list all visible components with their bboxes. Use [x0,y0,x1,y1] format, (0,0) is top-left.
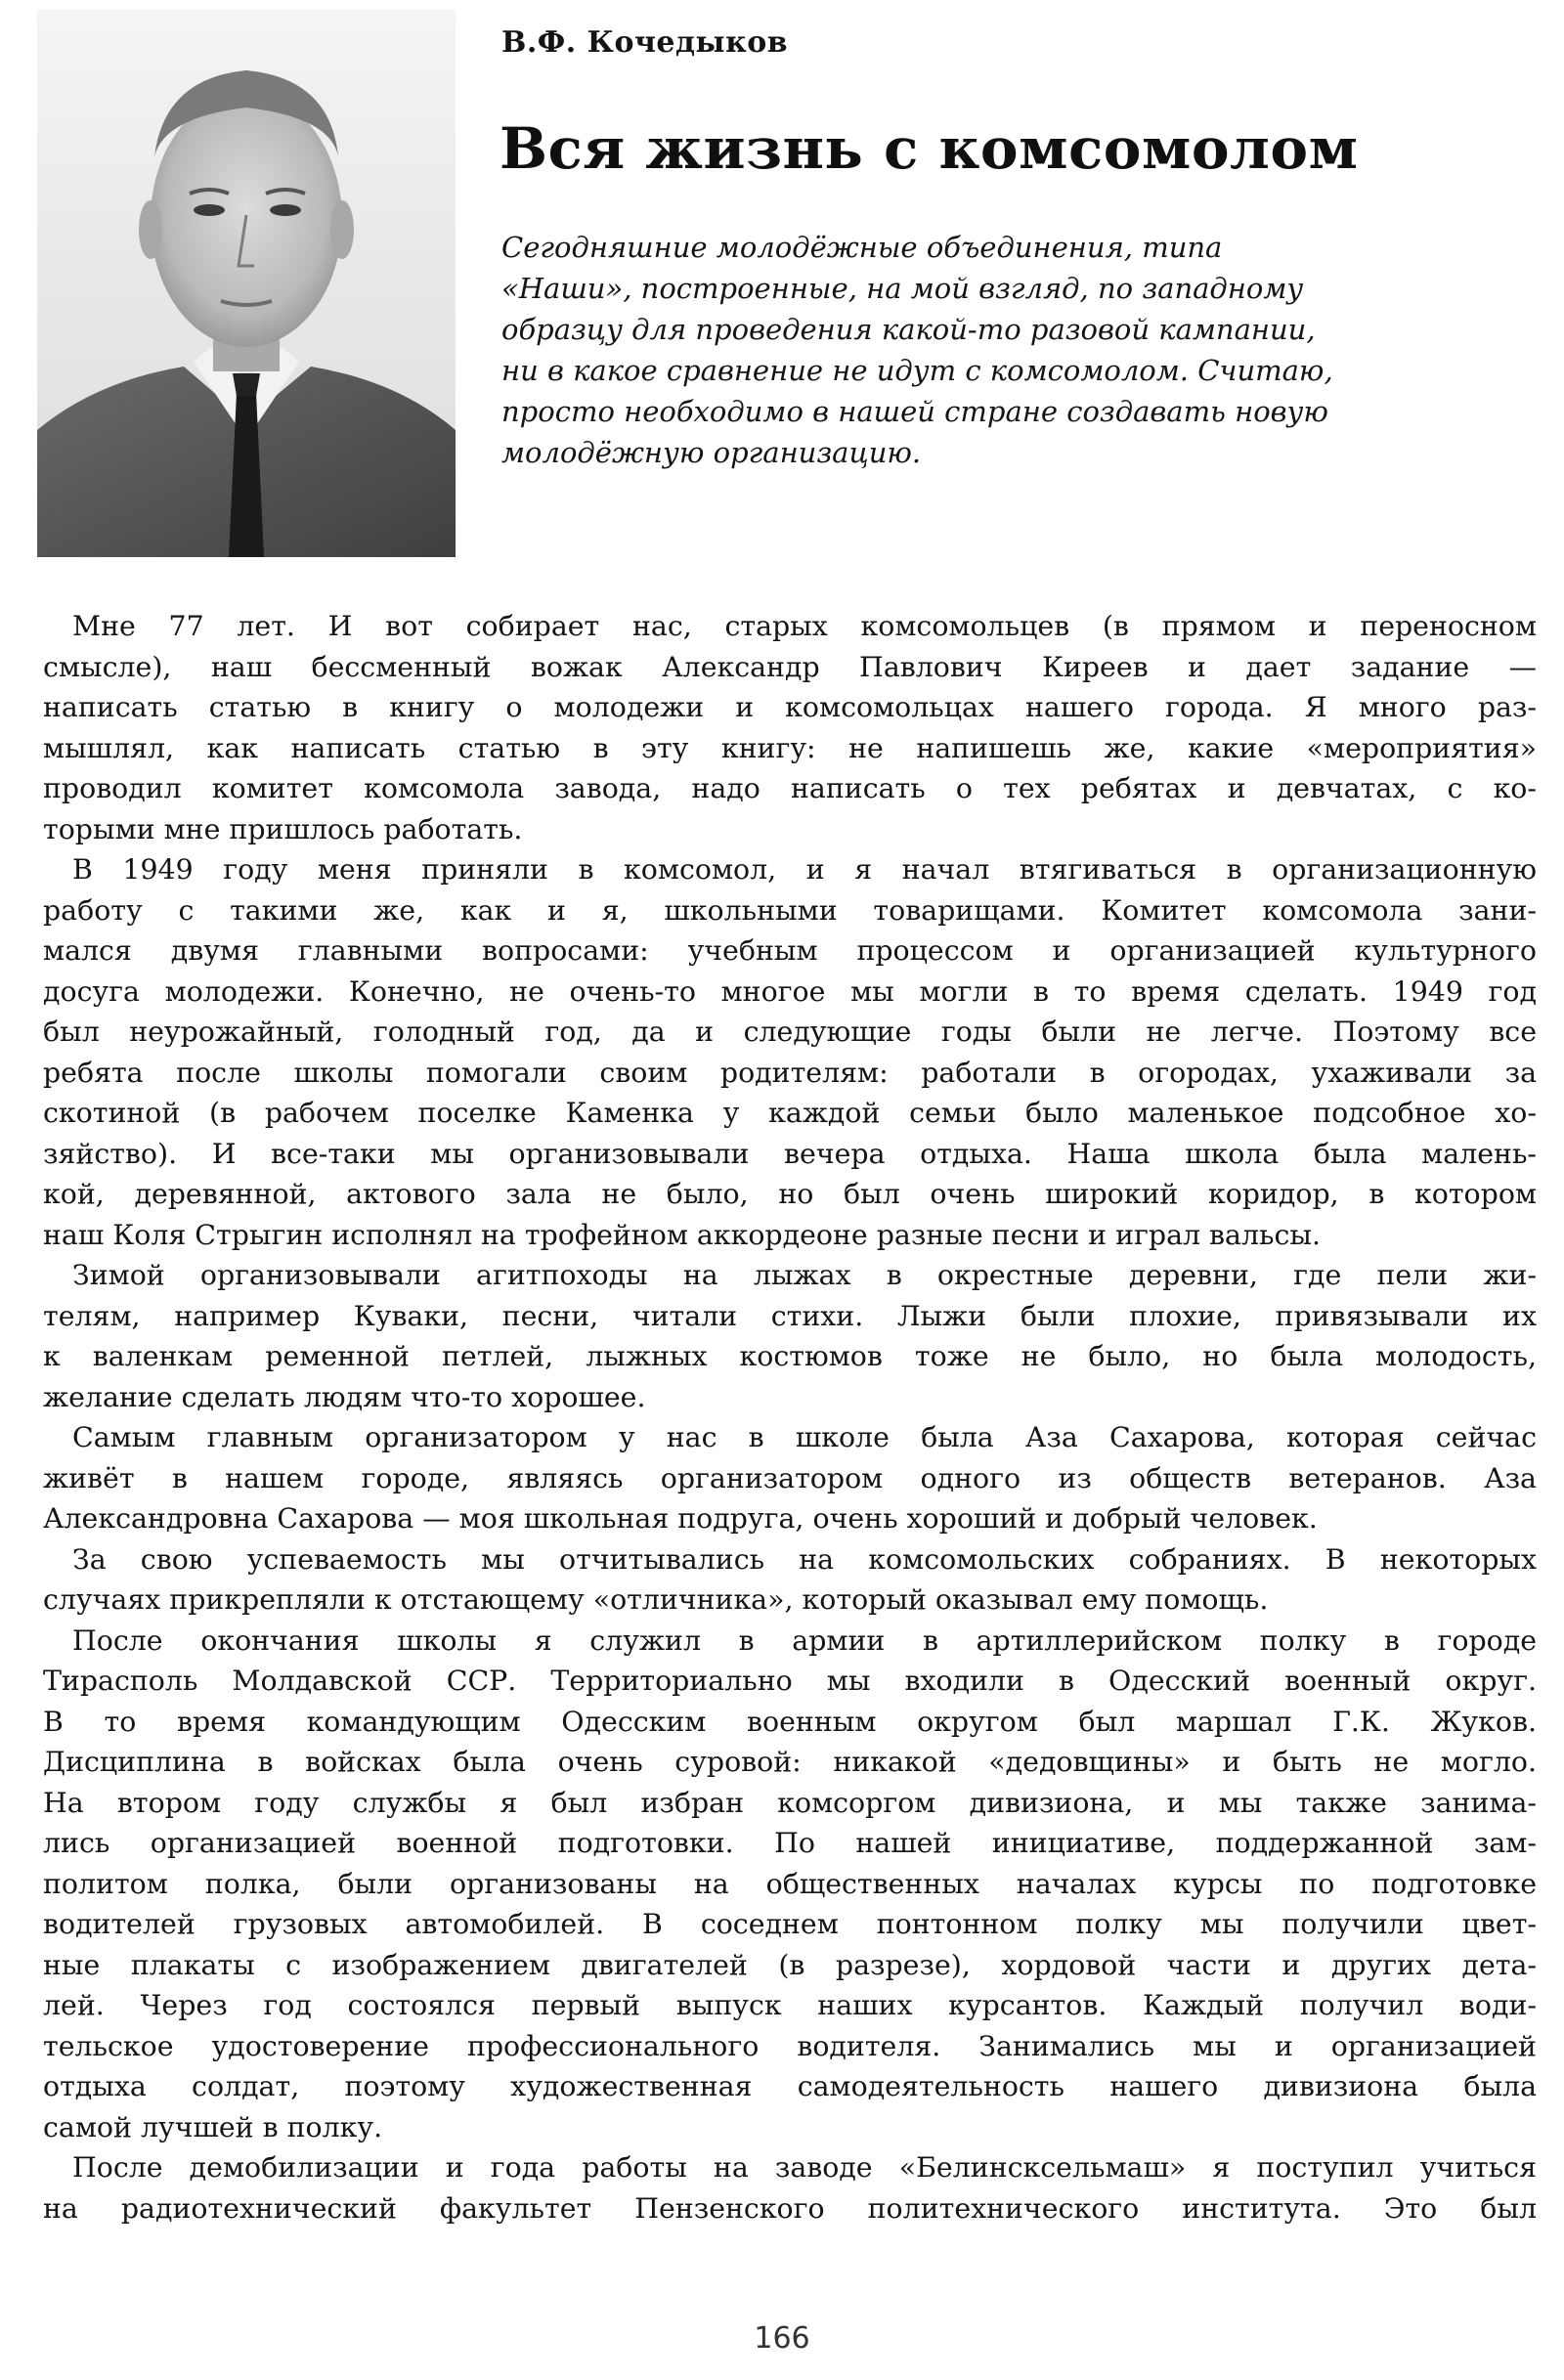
epigraph-line: ни в какое сравнение не идут с комсомолом. Считаю, [501,354,1333,387]
text-line: желание сделать людям что-то хорошее. [43,1380,646,1413]
text-line: досуга молодежи. Конечно, не очень-то многое мы могли в то время сделать. 1949 год [43,974,1537,1008]
text-line: на радиотехнический факультет Пензенского политехнического института. Это был [43,2191,1537,2225]
epigraph-line: образцу для проведения какой-то разовой кампании, [501,313,1316,346]
text-line: Тирасполь Молдавской ССР. Территориально мы входили в Одесский военный округ. [43,1665,1537,1697]
paragraph [43,2147,1537,2229]
page-number: 166 [754,2321,810,2356]
text-line: к валенкам ременной петлей, лыжных костюмов тоже не было, но была молодость, [43,1340,1537,1372]
text-line: телям, например Куваки, песни, читали стихи. Лыжи были плохие, привязывали их [43,1299,1537,1332]
article-title: Вся жизнь с комсомолом [500,115,1359,182]
text-line: торыми мне пришлось работать. [43,812,523,845]
text-line: самой лучшей в полку. [43,2110,383,2143]
portrait-photo-icon [37,10,456,557]
text-line: тельское удостоверение профессионального водителя. Занимались мы и организацией [43,2029,1537,2062]
text-line: наш Коля Стрыгин исполнял на трофейном аккордеоне разные песни и играл вальсы. [43,1218,1321,1251]
text-line: живёт в нашем городе, являясь организатором одного из обществ ветеранов. Аза [43,1461,1537,1494]
text-line: Мне 77 лет. И вот собирает нас, старых комсомольцев (в прямом и переносном [72,610,1537,642]
author-portrait [37,10,456,557]
text-line: ные плакаты с изображением двигателей (в разрезе), хордовой части и других дета- [43,1948,1537,1981]
text-line: В 1949 году меня приняли в комсомол, и я начал втягиваться в организационную [72,853,1537,886]
paragraph [43,1539,1537,1621]
epigraph-line: молодёжную организацию. [501,436,922,469]
text-line: написать статью в книгу о молодежи и комсомольцах нашего города. Я много раз- [43,691,1537,723]
text-line: В то время командующим Одесским военным округом был маршал Г.К. Жуков. [43,1705,1537,1738]
text-line: Зимой организовывали агитпоходы на лыжах в окрестные деревни, где пели жи- [72,1259,1537,1291]
text-line: смысле), наш бессменный вожак Александр Павлович Киреев и дает задание — [43,650,1537,683]
text-line: кой, деревянной, актового зала не было, но был очень широкий коридор, в котором [43,1178,1537,1210]
text-line: политом полка, были организованы на общественных началах курсы по подготовке [43,1867,1537,1900]
text-line: На втором году службы я был избран комсоргом дивизиона, и мы также занима- [43,1786,1537,1819]
text-line: После демобилизации и года работы на заводе «Белинсксельмаш» я поступил учиться [72,2151,1537,2184]
text-line: После окончания школы я служил в армии в артиллерийском полку в городе [72,1623,1537,1657]
epigraph [501,227,1508,473]
text-line: зяйство). И все-таки мы организовывали вечера отдыха. Наша школа была малень- [43,1137,1537,1170]
paragraph [43,1417,1537,1539]
author-name: В.Ф. Кочедыков [501,25,789,60]
paragraph [43,1255,1537,1417]
text-line: мался двумя главными вопросами: учебным процессом и организацией культурного [43,934,1537,967]
text-line: проводил комитет комсомола завода, надо написать о тех ребятах и девчатах, с ко- [43,772,1537,804]
text-line: водителей грузовых автомобилей. В соседнем понтонном полку мы получили цвет- [43,1908,1537,1940]
paragraph [43,1621,1537,2148]
text-line: За свою успеваемость мы отчитывались на комсомольских собраниях. В некоторых [72,1542,1537,1576]
text-line: мышлял, как написать статью в эту книгу: не напишешь же, какие «мероприятия» [43,731,1537,764]
article-body [43,606,1537,2229]
text-line: был неурожайный, голодный год, да и следующие годы были не легче. Поэтому все [43,1016,1537,1048]
epigraph-line: Сегодняшние молодёжные объединения, типа [501,231,1223,264]
text-line: случаях прикрепляли к отстающему «отличника», который оказывал ему помощь. [43,1583,1269,1616]
text-line: ребята после школы помогали своим родителям: работали в огородах, ухаживали за [43,1056,1537,1089]
epigraph-line: «Наши», построенные, на мой взгляд, по западному [501,272,1304,305]
text-line: лей. Через год состоялся первый выпуск наших курсантов. Каждый получил води- [43,1989,1537,2021]
text-line: Александровна Сахарова — моя школьная подруга, очень хороший и добрый человек. [43,1502,1318,1535]
text-line: скотиной (в рабочем поселке Каменка у каждой семьи было маленькое подсобное хо- [43,1097,1537,1129]
epigraph-line: просто необходимо в нашей стране создавать новую [501,395,1328,428]
paragraph [43,606,1537,849]
text-line: работу с такими же, как и я, школьными товарищами. Комитет комсомола зани- [43,893,1537,927]
paragraph [43,849,1537,1255]
text-line: Дисциплина в войсках была очень суровой: никакой «дедовщины» и быть не могло. [43,1746,1537,1778]
text-line: отдыха солдат, поэтому художественная самодеятельность нашего дивизиона была [43,2070,1537,2102]
text-line: Самым главным организатором у нас в школе была Аза Сахарова, которая сейчас [72,1421,1537,1453]
text-line: лись организацией военной подготовки. По нашей инициативе, поддержанной зам- [43,1827,1537,1859]
